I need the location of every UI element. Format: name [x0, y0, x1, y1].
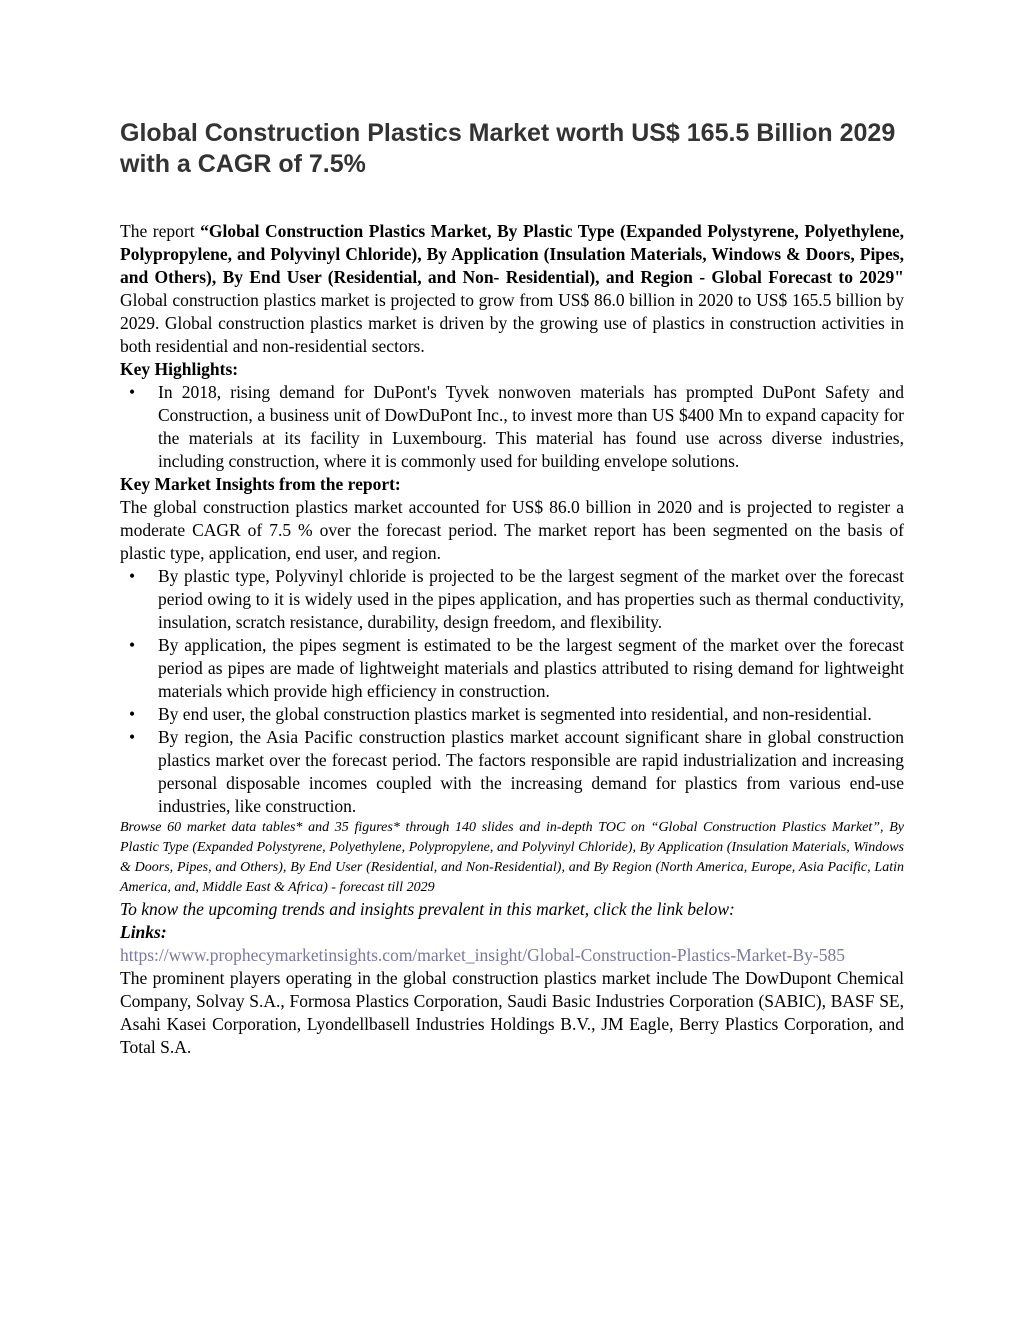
list-item — [129, 703, 904, 726]
list-item-text: By application, the pipes segment is estimated to be the largest segment of the market over the forecast period as pipes are made of lightweight materials and plastics attributed to rising demand for lightweight materials which provide high efficiency in construction. — [158, 635, 904, 701]
list-item-text: In 2018, rising demand for DuPont's Tyvek nonwoven materials has prompted DuPont Safety and Construction, a business unit of DowDuPont Inc., to invest more than US $400 Mn to expand capacity for the materials at its facility in Luxembourg. This material has found use across diverse industries, including construction, where it is commonly used for building envelope solutions. — [158, 382, 904, 471]
list-item — [129, 634, 904, 703]
key-highlights-list — [120, 381, 904, 473]
list-item-text: By region, the Asia Pacific construction plastics market account significant share in global construction plastics market over the forecast period. The factors responsible are rapid industrialization and increasing personal disposable incomes coupled with the increasing demand for plastics from various end-use industries, like construction. — [158, 727, 904, 816]
list-item — [129, 726, 904, 818]
list-item — [129, 381, 904, 473]
key-highlights-heading: Key Highlights: — [120, 359, 239, 379]
key-insights-list — [120, 565, 904, 818]
bullet-icon: • — [129, 704, 136, 724]
intro-body: Global construction plastics market is projected to grow from US$ 86.0 billion in 2020 to US$ 165.5 billion by 2029. Global construction plastics market is driven by the growing use of plastics in construction activities in both residential and non-residential sectors. — [120, 290, 904, 356]
bullet-icon: • — [129, 382, 136, 402]
bullet-icon: • — [129, 635, 136, 655]
document-page — [120, 118, 904, 1059]
page-title: Global Construction Plastics Market worth US$ 165.5 Billion 2029 with a CAGR of 7.5% — [120, 119, 896, 178]
browse-paragraph: Browse 60 market data tables* and 35 figures* through 140 slides and in-depth TOC on “Global Construction Plastics Market”, By Plastic Type (Expanded Polystyrene, Polyethylene, Polypropylene, and Polyvinyl Chloride), By Application (Insulation Materials, Windows & Doors, Pipes, and Others), By End User (Residential, and Non-Residential), and By Region (North America, Europe, Asia Pacific, Latin America, and, Middle East & Africa) - forecast till 2029 — [120, 820, 904, 895]
report-title: “Global Construction Plastics Market, By Plastic Type (Expanded Polystyrene, Polyethylene, Polypropylene, and Polyvinyl Chloride), By Application (Insulation Materials, Windows & Doors, Pipes, and Others), By End User (Residential, and Non- Residential), and Region - Global Forecast to 2029" — [120, 221, 904, 287]
cta-line: To know the upcoming trends and insights prevalent in this market, click the link below: — [120, 899, 735, 919]
key-insights-heading: Key Market Insights from the report: — [120, 474, 401, 494]
list-item-text: By plastic type, Polyvinyl chloride is projected to be the largest segment of the market over the forecast period owing to it is widely used in the pipes application, and has properties such as thermal conductivity, insulation, scratch resistance, durability, design freedom, and flexibility. — [158, 566, 904, 632]
list-item — [129, 565, 904, 634]
intro-paragraph — [120, 220, 904, 358]
bullet-icon: • — [129, 727, 136, 747]
players-paragraph: The prominent players operating in the global construction plastics market include The DowDupont Chemical Company, Solvay S.A., Formosa Plastics Corporation, Saudi Basic Industries Corporation (SABIC), BASF SE, Asahi Kasei Corporation, Lyondellbasell Industries Holdings B.V., JM Eagle, Berry Plastics Corporation, and Total S.A. — [120, 968, 904, 1057]
bullet-icon: • — [129, 566, 136, 586]
key-insights-paragraph: The global construction plastics market accounted for US$ 86.0 billion in 2020 and is projected to register a moderate CAGR of 7.5 % over the forecast period. The market report has been segmented on the basis of plastic type, application, end user, and region. — [120, 497, 904, 563]
links-label: Links: — [120, 922, 167, 942]
intro-prefix: The report — [120, 221, 201, 241]
list-item-text: By end user, the global construction plastics market is segmented into residential, and non-residential. — [158, 704, 872, 724]
report-link[interactable]: https://www.prophecymarketinsights.com/market_insight/Global-Construction-Plastics-Market-By-585 — [120, 945, 846, 965]
